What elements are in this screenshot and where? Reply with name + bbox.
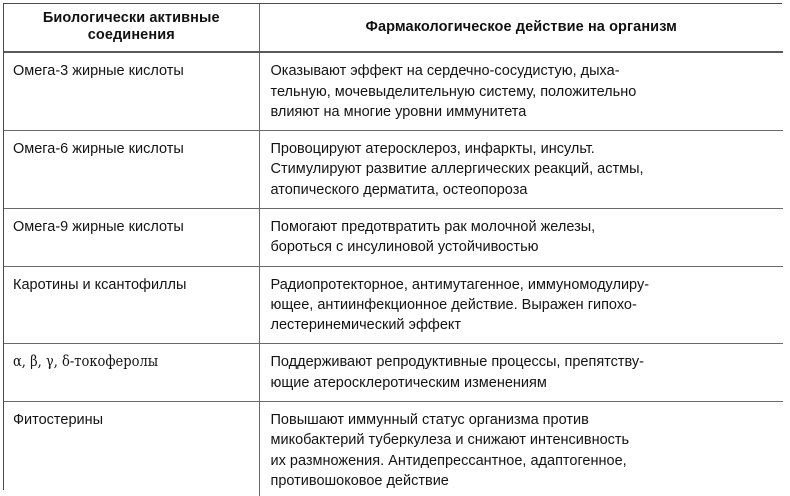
cell-compound: Омега-9 жирные кислоты [4,209,259,267]
table-row [4,402,783,496]
cell-compound: Омега-6 жирные кислоты [4,131,259,209]
table-body [4,52,783,496]
action-line: Радиопротекторное, антимутагенное, иммуномодулиру- [270,276,650,293]
action-line: противошоковое действие [270,472,449,489]
column-header-compound [4,4,259,52]
header-row [4,4,783,52]
table-row [4,131,783,209]
column-header-compound-line2: соединения [87,27,175,44]
bioactive-compounds-table [4,4,783,496]
table-row [4,209,783,267]
action-line: бороться с инсулиновой устойчивостью [270,239,539,256]
action-line: ющее, антиинфекционное действие. Выражен гипохо- [270,296,637,313]
table-row [4,266,783,344]
action-line: Провоцируют атеросклероз, инфаркты, инсульт. [270,141,595,158]
cell-action [259,131,783,209]
action-line: Поддерживают репродуктивные процессы, препятству- [270,354,645,371]
column-header-compound-line1: Биологически активные [42,10,220,26]
action-line: Стимулируют развитие аллергических реакций, астмы, [270,161,644,178]
cell-compound: Омега-3 жирные кислоты [4,52,259,130]
cell-action [259,209,783,267]
action-line: лестеринемический эффект [270,317,462,334]
column-header-action [259,4,783,52]
action-line: их размножения. Антидепрессантное, адаптогенное, [270,452,627,469]
table-row [4,344,783,402]
table-container [3,3,782,490]
column-header-action-text: Фармакологическое действие на организм [365,18,677,35]
action-line: ющие атеросклеротическим изменениям [270,374,547,391]
action-line: Оказывают эффект на сердечно-сосудистую, дыха- [270,63,620,80]
cell-compound: α, β, γ, δ-токоферолы [4,344,259,402]
action-line: атопического дерматита, остеопороза [270,181,528,198]
cell-action [259,402,783,496]
action-line: микобактерий туберкулеза и снижают интенсивность [270,432,630,449]
cell-compound: Каротины и ксантофиллы [4,266,259,344]
cell-action [259,52,783,130]
action-line: Повышают иммунный статус организма против [270,412,589,429]
cell-action [259,266,783,344]
table-header [4,4,783,52]
cell-action [259,344,783,402]
action-line: Помогают предотвратить рак молочной железы, [270,219,596,235]
cell-compound: Фитостерины [4,402,259,496]
table-row [4,52,783,130]
action-line: тельную, мочевыделительную систему, положительно [270,83,637,100]
action-line: влияют на многие уровни иммунитета [270,103,527,120]
